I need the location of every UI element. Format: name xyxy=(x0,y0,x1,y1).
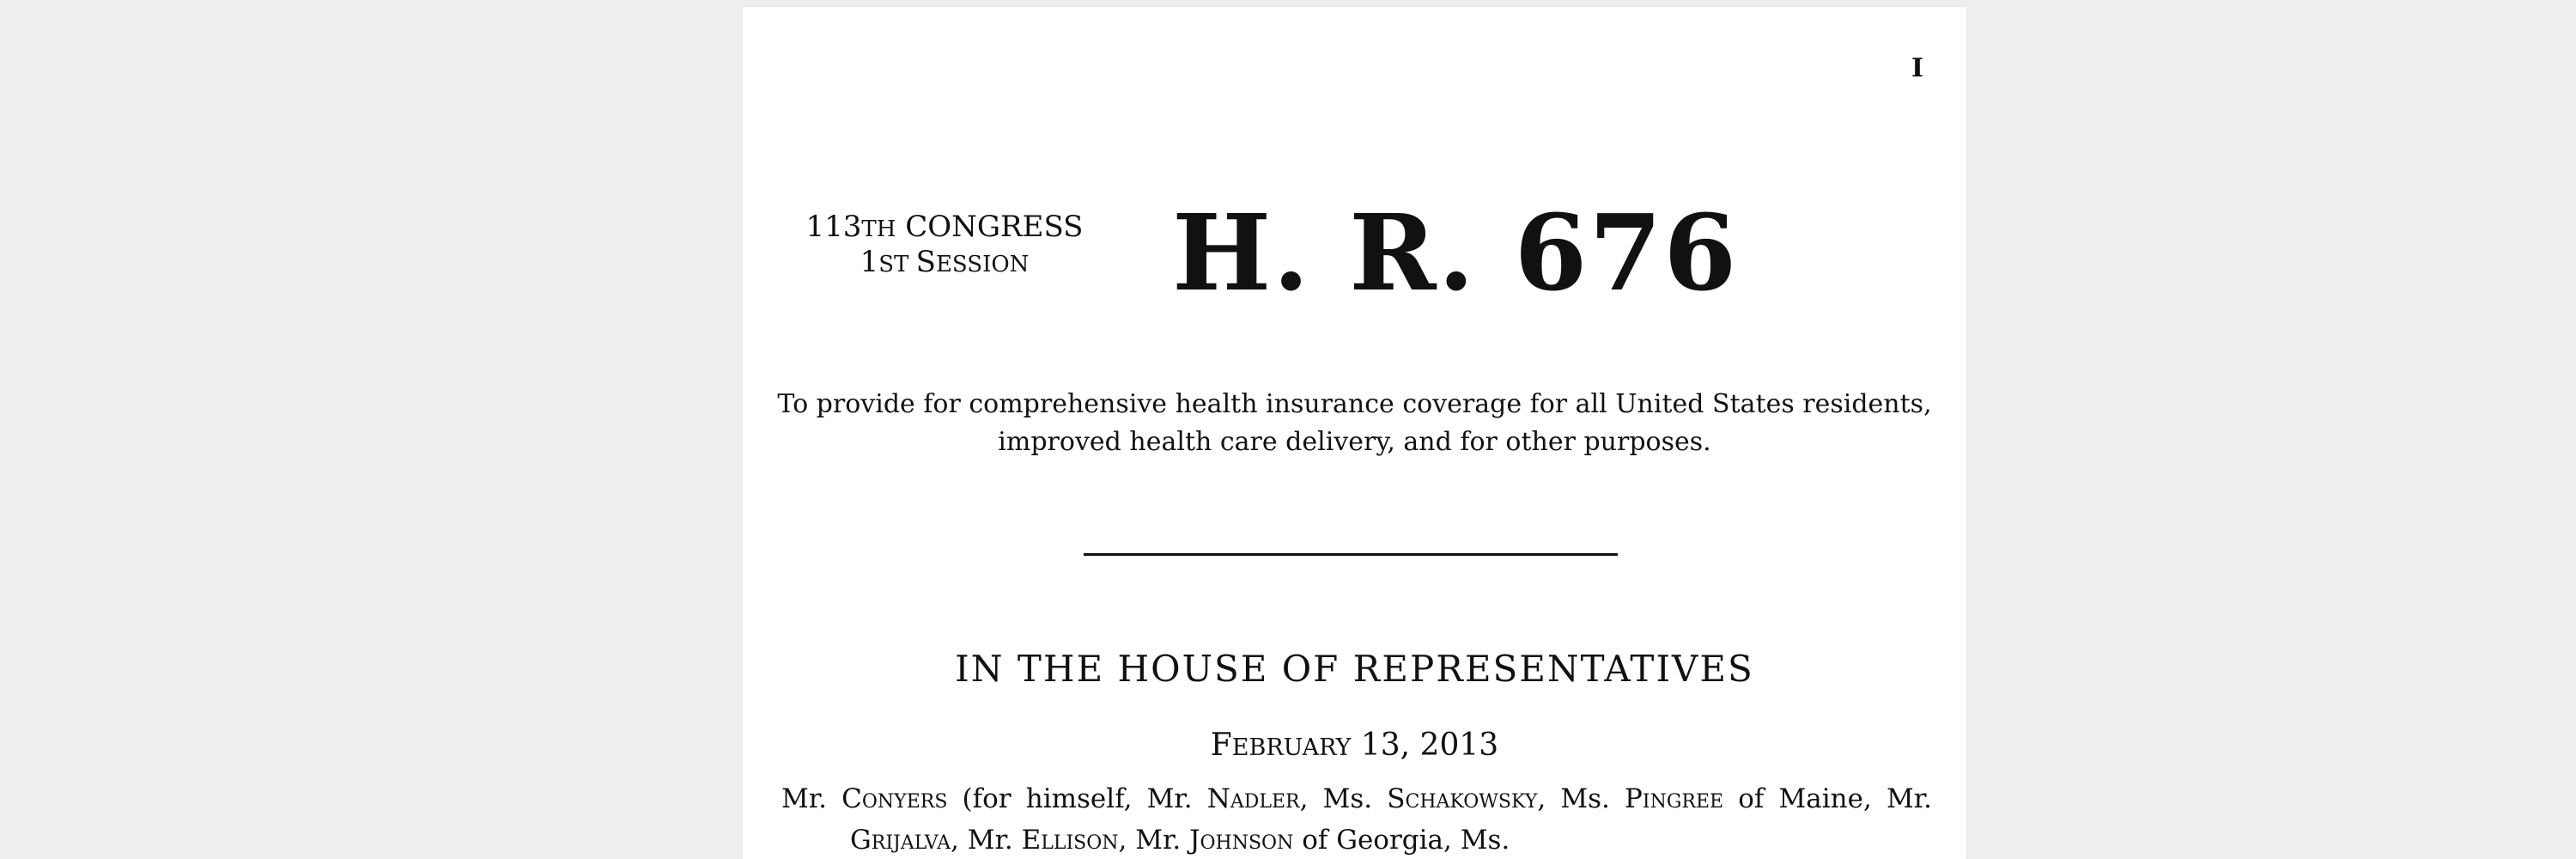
page-number: I xyxy=(1911,53,1923,83)
congress-label: CONGRESS xyxy=(905,210,1084,244)
congress-number-suffix: TH xyxy=(861,216,896,242)
cosponsor-separator: , Ms. xyxy=(1299,783,1388,814)
introduction-date xyxy=(743,730,1966,761)
congress-number: 113 xyxy=(805,210,862,244)
cosponsor-separator: , Mr. xyxy=(1118,825,1190,856)
cosponsor-name: Johnson xyxy=(1189,825,1294,856)
cosponsor-name: Grijalva xyxy=(850,825,951,856)
cosponsor-separator: of Georgia, Ms. xyxy=(1293,825,1510,856)
congress-line xyxy=(781,210,1108,245)
cosponsor-separator: of Maine, Mr. xyxy=(1723,783,1932,814)
session-number-suffix: ST xyxy=(878,251,909,277)
bill-number: H. R. 676 xyxy=(1172,191,1739,314)
chamber-heading: IN THE HOUSE OF REPRESENTATIVES xyxy=(955,648,1754,690)
date-month-rest: EBRUARY xyxy=(1231,734,1352,761)
sponsor-for-himself: (for himself, Mr. xyxy=(947,783,1207,814)
cosponsor-name: Nadler xyxy=(1206,783,1300,814)
session-number: 1 xyxy=(860,244,879,279)
sponsors-text xyxy=(781,778,1932,859)
session-label-rest: ESSION xyxy=(935,251,1030,277)
bill-purpose: To provide for comprehensive health insurance coverage for all United States residents, improved health care delivery, and for other purposes. xyxy=(777,389,1932,457)
congress-session-block xyxy=(781,210,1108,280)
date-day-year: 13, 2013 xyxy=(1351,728,1499,763)
sponsors-paragraph xyxy=(781,778,1932,859)
cosponsor-separator: , Ms. xyxy=(1537,783,1625,814)
session-label-initial: S xyxy=(915,244,936,279)
document-page xyxy=(743,7,1966,859)
sponsor-intro: Mr. xyxy=(781,783,842,814)
cosponsor-name: Pingree xyxy=(1625,783,1724,814)
cosponsor-separator: , Mr. xyxy=(951,825,1022,856)
date-month-initial: F xyxy=(1210,728,1232,763)
sponsor-name: Conyers xyxy=(841,783,948,814)
divider-rule xyxy=(1084,553,1618,556)
cosponsor-name: Schakowsky xyxy=(1387,783,1538,814)
session-line xyxy=(781,245,1108,280)
cosponsor-name: Ellison xyxy=(1021,825,1119,856)
